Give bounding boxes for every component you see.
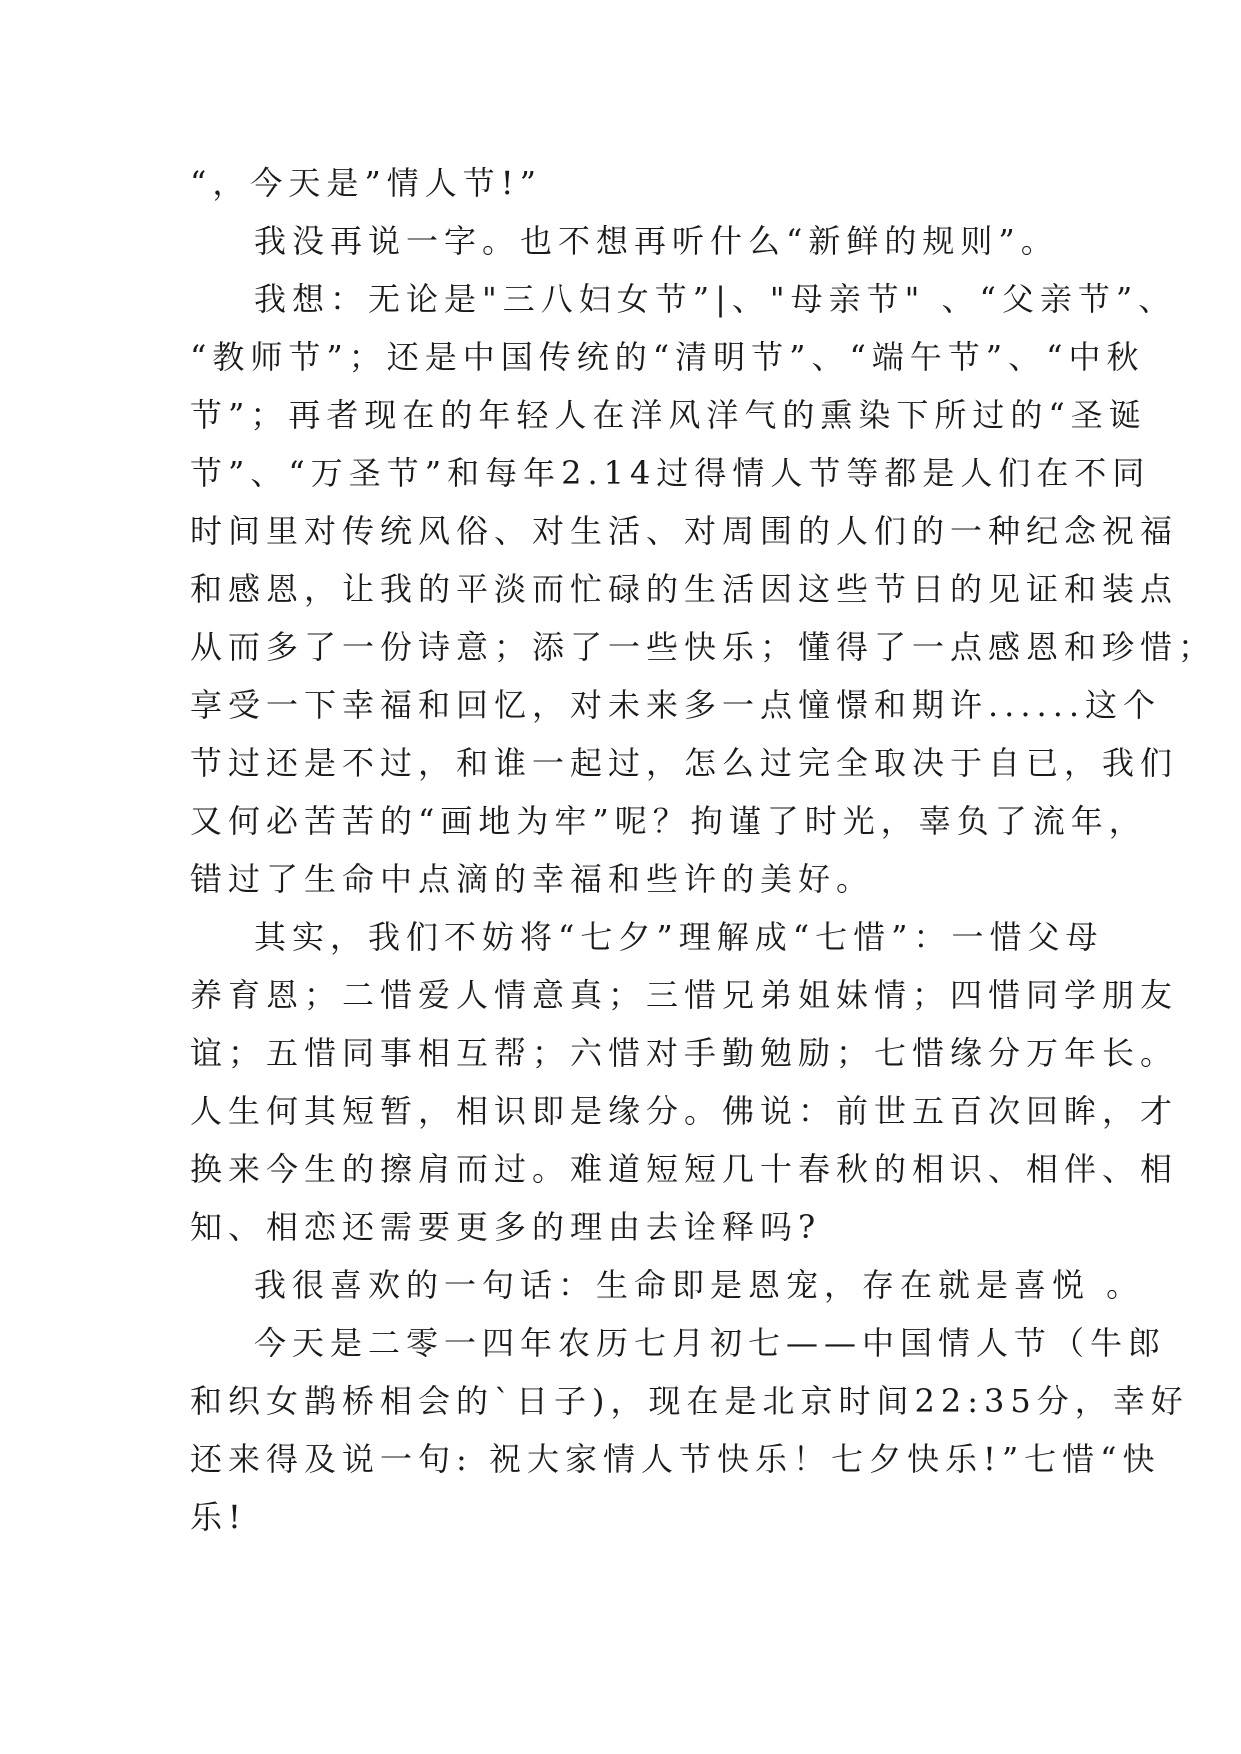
text-line: “，今天是”情人节!” — [190, 164, 542, 202]
text-line: 我想：无论是"三八妇女节”|、"母亲节" 、“父亲节”、 — [254, 280, 1177, 318]
text-line: 换来今生的擦肩而过。难道短短几十春秋的相识、相伴、相 — [190, 1150, 1179, 1188]
text-line: 还来得及说一句: 祝大家情人节快乐！七夕快乐!”七惜“快 — [190, 1440, 1161, 1478]
text-line: 又何必苦苦的“画地为牢”呢？拘谨了时光，辜负了流年， — [190, 802, 1147, 840]
text-line: 节过还是不过，和谁一起过，怎么过完全取决于自已，我们 — [190, 744, 1179, 782]
text-line: 乐! — [190, 1498, 247, 1536]
text-line: “教师节”；还是中国传统的“清明节”、“端午节”、“中秋 — [190, 338, 1145, 376]
text-line: 知、相恋还需要更多的理由去诠释吗? — [190, 1208, 822, 1246]
text-line: 错过了生命中点滴的幸福和些许的美好。 — [190, 860, 875, 898]
text-line: 节”、“万圣节”和每年2.14过得情人节等都是人们在不同 — [190, 454, 1151, 492]
text-line: 享受一下幸福和回忆，对未来多一点憧憬和期许......这个 — [190, 686, 1162, 724]
text-line: 我很喜欢的一句话：生命即是恩宠，存在就是喜悦 。 — [254, 1266, 1145, 1304]
text-line: 谊；五惜同事相互帮；六惜对手勤勉励；七惜缘分万年长。 — [190, 1034, 1179, 1072]
text-line: 今天是二零一四年农历七月初七——中国情人节（牛郎 — [254, 1324, 1167, 1362]
text-line: 和织女鹊桥相会的`日子)，现在是北京时间22:35分，幸好 — [190, 1382, 1189, 1420]
text-line: 从而多了一份诗意；添了一些快乐；懂得了一点感恩和珍惜； — [190, 628, 1217, 666]
text-line: 节”；再者现在的年轻人在洋风洋气的熏染下所过的“圣诞 — [190, 396, 1147, 434]
text-line: 其实，我们不妨将“七夕”理解成“七惜”：一惜父母 — [254, 918, 1104, 956]
text-line: 和感恩，让我的平淡而忙碌的生活因这些节日的见证和装点 — [190, 570, 1179, 608]
text-line: 时间里对传统风俗、对生活、对周围的人们的一种纪念祝福 — [190, 512, 1179, 550]
document-body — [190, 154, 1217, 1546]
text-line: 人生何其短暂，相识即是缘分。佛说：前世五百次回眸，才 — [190, 1092, 1179, 1130]
text-line: 养育恩；二惜爱人情意真；三惜兄弟姐妹情；四惜同学朋友 — [190, 976, 1179, 1014]
text-line: 我没再说一字。也不想再听什么“新鲜的规则”。 — [254, 222, 1059, 260]
